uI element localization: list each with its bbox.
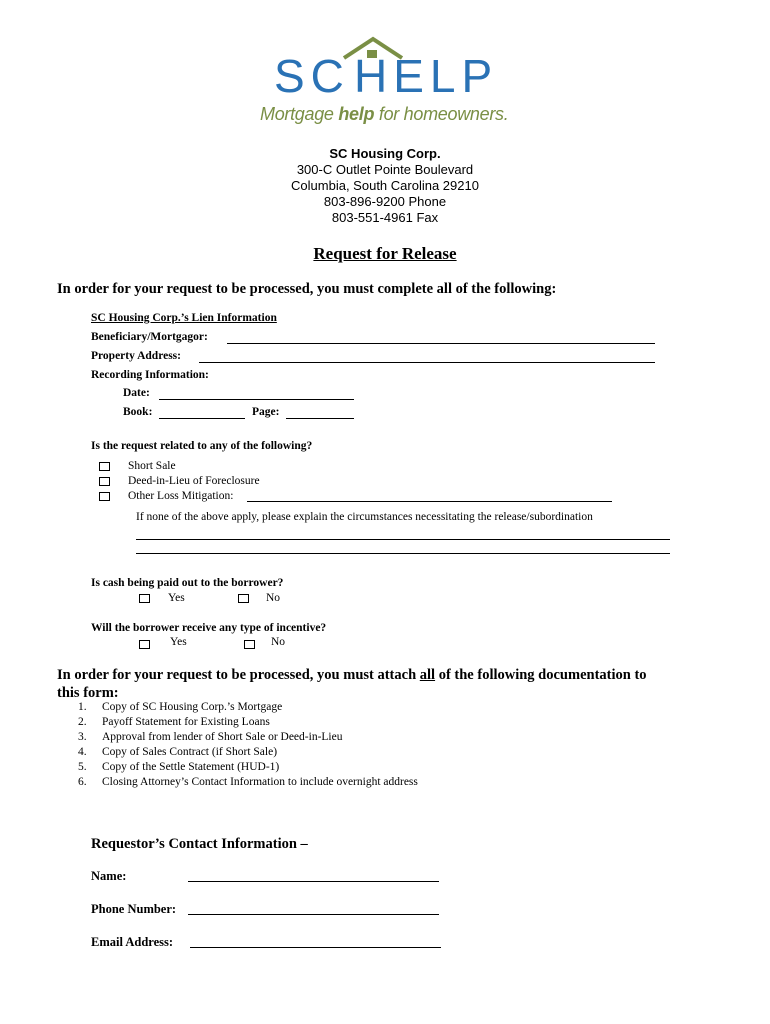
book-label: Book: — [123, 406, 153, 418]
org-fax: 803-551-4961 Fax — [331, 210, 439, 225]
incentive-yes-label: Yes — [170, 636, 187, 648]
page-field[interactable] — [286, 418, 354, 419]
date-field[interactable] — [159, 399, 354, 400]
attach-all-emphasis: all — [419, 667, 436, 683]
intro-text: In order for your request to be processed, you must complete all of the following: — [57, 281, 557, 297]
doc-number: 1. — [78, 701, 87, 713]
doc-item: Payoff Statement for Existing Loans — [102, 716, 270, 728]
other-loss-mitigation-field[interactable] — [247, 501, 612, 502]
contact-heading: Requestor’s Contact Information – — [91, 836, 308, 852]
book-field[interactable] — [159, 418, 245, 419]
phone-number-label: Phone Number: — [91, 902, 177, 916]
cash-yes-checkbox[interactable] — [139, 594, 150, 603]
short-sale-checkbox[interactable] — [99, 462, 110, 471]
incentive-no-label: No — [271, 636, 286, 648]
incentive-question: Will the borrower receive any type of incentive? — [91, 622, 327, 634]
form-title: Request for Release — [313, 244, 457, 263]
name-label: Name: — [91, 869, 127, 883]
org-phone: 803-896-9200 Phone — [323, 194, 447, 209]
attach-instructions: In order for your request to be processed, you must attach all of the following documentation to — [57, 667, 647, 683]
doc-item: Copy of SC Housing Corp.’s Mortgage — [102, 701, 283, 713]
explain-line-2[interactable] — [136, 553, 670, 554]
doc-number: 2. — [78, 716, 87, 728]
org-name: SC Housing Corp. — [329, 146, 441, 161]
other-loss-mitigation-checkbox[interactable] — [99, 492, 110, 501]
related-question: Is the request related to any of the following? — [91, 440, 313, 452]
org-street: 300-C Outlet Pointe Boulevard — [296, 162, 474, 177]
doc-number: 4. — [78, 746, 87, 758]
email-address-field[interactable] — [190, 947, 441, 948]
short-sale-label: Short Sale — [128, 460, 176, 472]
date-label: Date: — [123, 387, 150, 399]
logo-sc: SC — [274, 50, 350, 102]
sc-help-logo — [260, 36, 510, 104]
incentive-no-checkbox[interactable] — [244, 640, 255, 649]
page-label: Page: — [252, 406, 280, 418]
doc-item: Approval from lender of Short Sale or Deed-in-Lieu — [102, 731, 343, 743]
explain-text: If none of the above apply, please explain the circumstances necessitating the release/subordination — [136, 511, 593, 523]
deed-in-lieu-checkbox[interactable] — [99, 477, 110, 486]
cash-no-label: No — [266, 592, 281, 604]
beneficiary-label: Beneficiary/Mortgagor: — [91, 331, 208, 343]
property-address-field[interactable] — [199, 362, 655, 363]
other-loss-mitigation-label: Other Loss Mitigation: — [128, 490, 234, 502]
recording-info-label: Recording Information: — [91, 369, 209, 381]
phone-number-field[interactable] — [188, 914, 439, 915]
logo-tagline: Mortgage help for homeowners. — [260, 104, 509, 124]
incentive-yes-checkbox[interactable] — [139, 640, 150, 649]
property-address-label: Property Address: — [91, 350, 181, 362]
org-city: Columbia, South Carolina 29210 — [291, 178, 479, 193]
attach-instructions-line2: this form: — [57, 685, 119, 701]
logo-help: HELP — [354, 50, 499, 102]
cash-question: Is cash being paid out to the borrower? — [91, 577, 284, 589]
explain-line-1[interactable] — [136, 539, 670, 540]
logo-tagline-bold: help — [338, 104, 375, 124]
cash-yes-label: Yes — [168, 592, 185, 604]
doc-number: 6. — [78, 776, 87, 788]
cash-no-checkbox[interactable] — [238, 594, 249, 603]
name-field[interactable] — [188, 881, 439, 882]
doc-item: Copy of Sales Contract (if Short Sale) — [102, 746, 278, 758]
deed-in-lieu-label: Deed-in-Lieu of Foreclosure — [128, 475, 260, 487]
email-address-label: Email Address: — [91, 935, 174, 949]
doc-number: 5. — [78, 761, 87, 773]
doc-item: Closing Attorney’s Contact Information to include overnight address — [102, 776, 418, 788]
doc-item: Copy of the Settle Statement (HUD-1) — [102, 761, 280, 773]
doc-number: 3. — [78, 731, 87, 743]
beneficiary-field[interactable] — [227, 343, 655, 344]
lien-heading: SC Housing Corp.’s Lien Information — [91, 312, 277, 324]
